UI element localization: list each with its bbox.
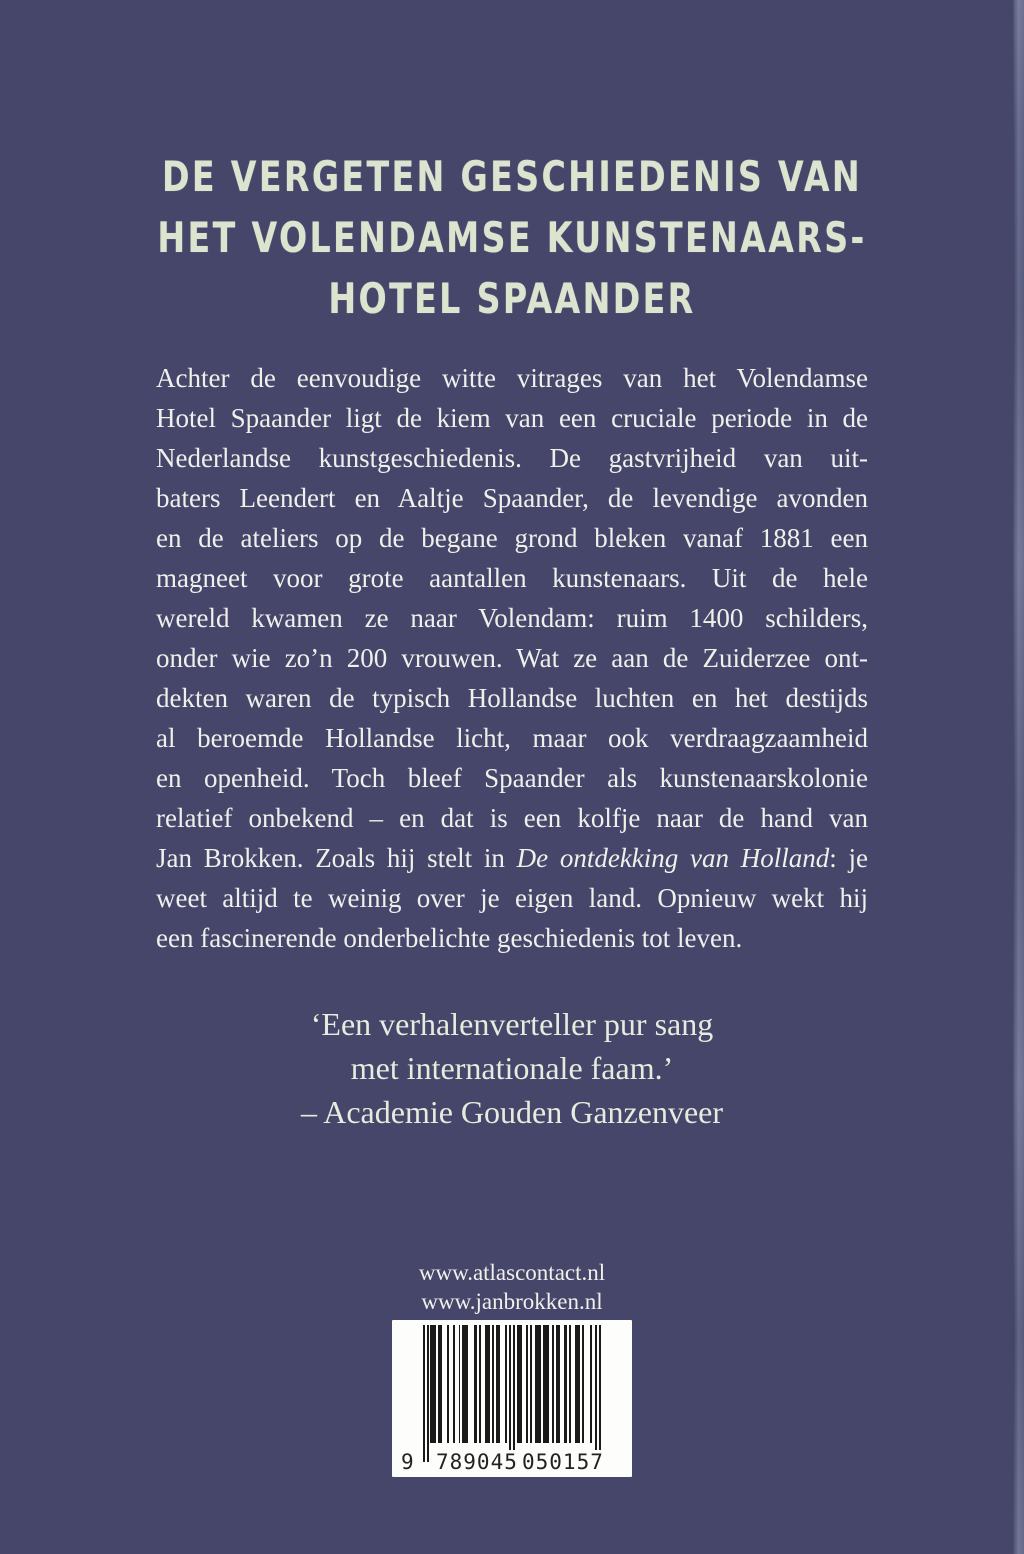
barcode-bar xyxy=(526,1325,528,1443)
barcode-bar xyxy=(582,1325,584,1443)
blurb-line: onder wie zo’n 200 vrouwen. Wat ze aan de Zuiderzee ont- xyxy=(156,643,868,673)
barcode-bar xyxy=(575,1325,581,1443)
barcode-bar xyxy=(569,1325,571,1443)
blurb-paragraph xyxy=(156,358,868,958)
barcode-bars xyxy=(423,1325,601,1465)
barcode-digit-group-2: 050157 xyxy=(522,1450,604,1474)
barcode-bar xyxy=(474,1325,478,1443)
barcode-bar xyxy=(509,1325,511,1462)
barcode-bar xyxy=(564,1325,568,1443)
barcode-bar xyxy=(430,1325,436,1443)
barcode-bar xyxy=(599,1325,601,1462)
title-line-3: HOTEL SPAANDER xyxy=(328,274,696,323)
blurb-line: dekten waren de typisch Hollandse luchten en het destijds xyxy=(156,683,868,713)
barcode-bar xyxy=(543,1325,549,1443)
barcode-bar xyxy=(462,1325,468,1443)
barcode-bar xyxy=(530,1325,532,1443)
quote-line-1: ‘Een verhalenverteller pur sang xyxy=(310,1006,714,1042)
blurb-line: relatief onbekend – en dat is een kolfje naar de hand van xyxy=(156,803,868,833)
blurb-line: Nederlandse kunstgeschiedenis. De gastvrijheid van uit- xyxy=(156,443,868,473)
barcode-digits xyxy=(392,1450,632,1477)
barcode-bar xyxy=(459,1325,461,1443)
barcode-bar xyxy=(427,1325,429,1462)
cover-title xyxy=(0,146,1024,329)
barcode-bar xyxy=(438,1325,442,1443)
barcode-digit-prefix: 9 xyxy=(401,1450,414,1474)
blurb-line: Achter de eenvoudige witte vitrages van het Volendamse xyxy=(156,363,868,393)
barcode-bar xyxy=(479,1325,481,1443)
barcode-digit-group-1: 789045 xyxy=(436,1450,518,1474)
blurb-line: baters Leendert en Aaltje Spaander, de levendige avonden xyxy=(156,483,868,513)
barcode-bar xyxy=(492,1325,494,1443)
author-url: www.janbrokken.nl xyxy=(421,1289,603,1314)
blurb-line: Hotel Spaander ligt de kiem van een cruciale periode in de xyxy=(156,403,868,433)
quote-attribution: – Academie Gouden Ganzenveer xyxy=(300,1094,724,1130)
blurb-line: en de ateliers op de begane grond bleken vanaf 1881 een xyxy=(156,523,868,553)
barcode-bar xyxy=(513,1325,515,1462)
barcode-bar xyxy=(485,1325,491,1443)
publisher-links xyxy=(0,1258,1024,1316)
isbn-barcode xyxy=(392,1320,632,1477)
barcode-bar xyxy=(447,1325,449,1443)
publisher-url: www.atlascontact.nl xyxy=(418,1260,606,1285)
quote-line-2: met internationale faam.’ xyxy=(350,1050,674,1086)
blurb-line: weet altijd te weinig over je eigen land. Opnieuw wekt hij xyxy=(156,883,868,913)
barcode-bar xyxy=(453,1325,455,1443)
barcode-bar xyxy=(595,1325,597,1462)
blurb-line: en openheid. Toch bleef Spaander als kunstenaarskolonie xyxy=(156,763,868,793)
barcode-bar xyxy=(505,1325,507,1443)
barcode-bar xyxy=(496,1325,500,1443)
barcode-bar xyxy=(590,1325,592,1443)
title-line-2: HET VOLENDAMSE KUNSTENAARS- xyxy=(157,213,867,262)
review-quote xyxy=(0,1002,1024,1134)
barcode-bar xyxy=(556,1325,560,1443)
blurb-line: wereld kwamen ze naar Volendam: ruim 1400 schilders, xyxy=(156,603,868,633)
blurb-line: Jan Brokken. Zoals hij stelt in De ontdekking van Holland: je xyxy=(156,843,868,873)
barcode-bar xyxy=(535,1325,541,1443)
barcode-bar xyxy=(517,1325,523,1443)
barcode-bar xyxy=(423,1325,425,1462)
barcode-bar xyxy=(552,1325,554,1443)
blurb-line: al beroemde Hollandse licht, maar ook verdraagzaamheid xyxy=(156,723,868,753)
title-line-1: DE VERGETEN GESCHIEDENIS VAN xyxy=(161,152,863,201)
blurb-line: een fascinerende onderbelichte geschiedenis tot leven. xyxy=(156,923,743,953)
blurb-line: magneet voor grote aantallen kunstenaars. Uit de hele xyxy=(156,563,868,593)
